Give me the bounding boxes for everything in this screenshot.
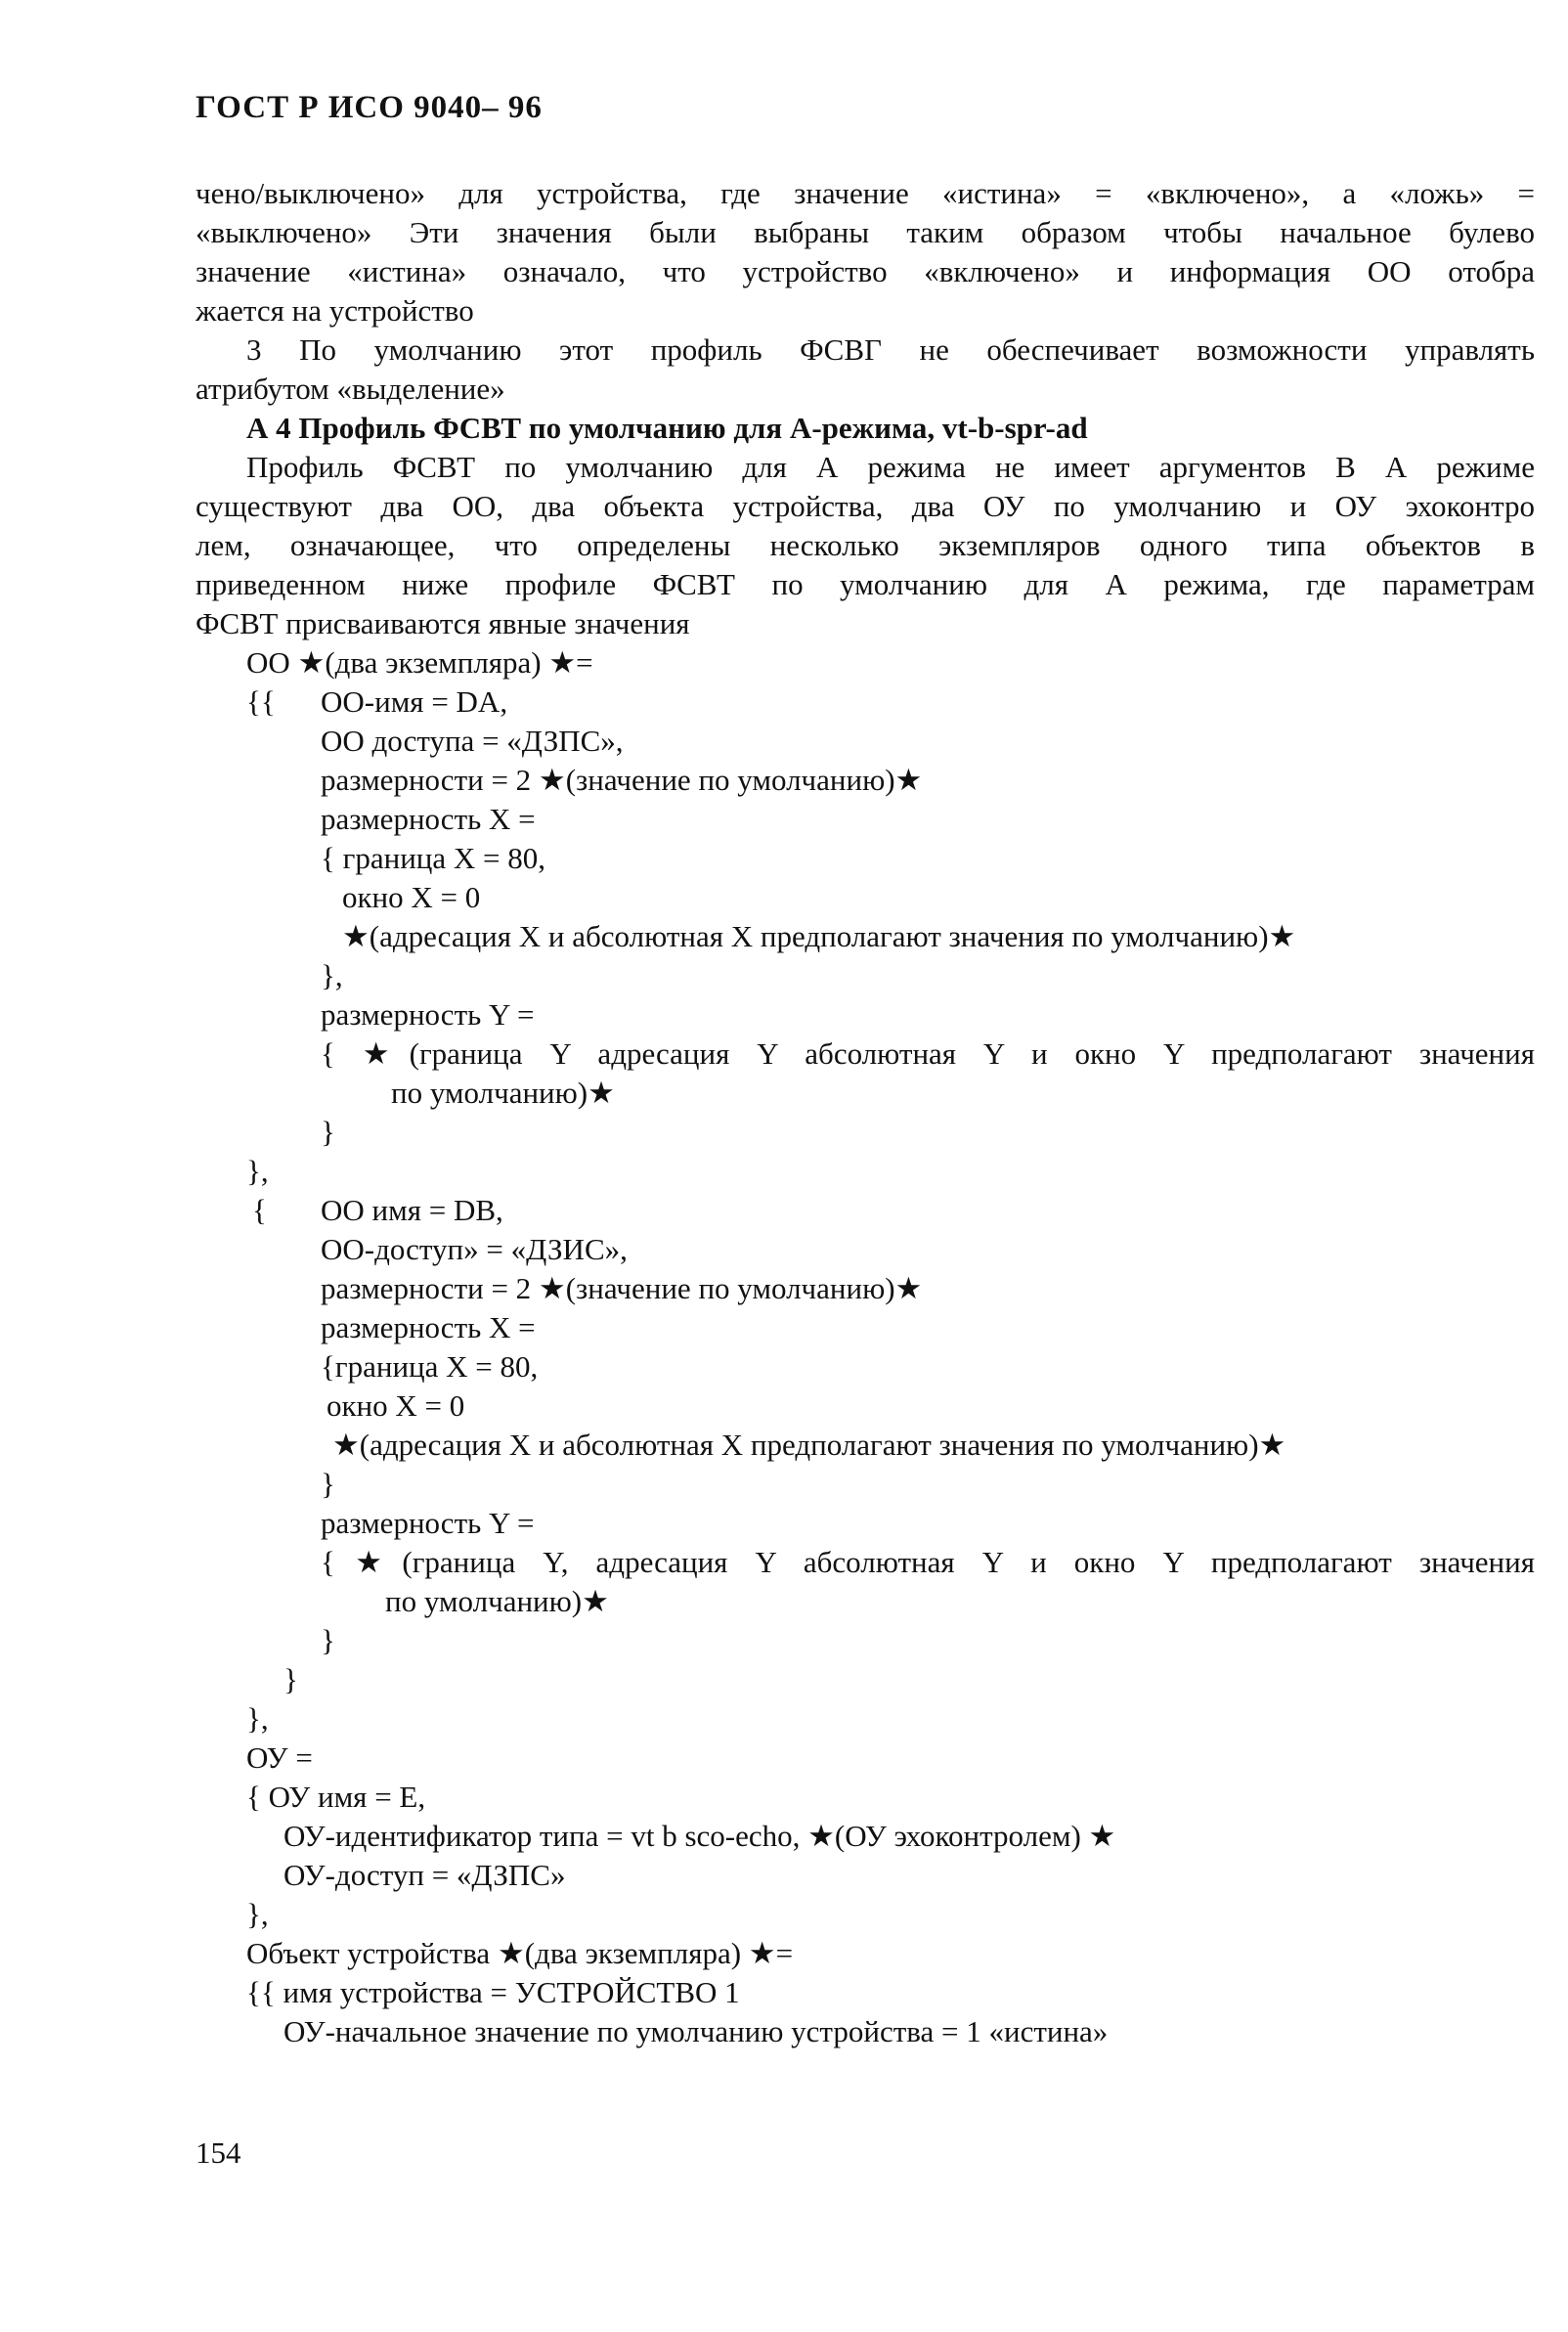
text-line: размерность Y = bbox=[321, 997, 535, 1032]
text-line: ОУ-идентификатор типа = vt b sco-echo, ★(ОУ эхоконтролем) ★ bbox=[283, 1819, 1116, 1853]
text-line: ★(адресация X и абсолютная X предполагают значения по умолчанию)★ bbox=[332, 1428, 1286, 1462]
text-line: ОУ = bbox=[246, 1740, 313, 1775]
text-line: окно X = 0 bbox=[342, 880, 481, 914]
text-line: окно X = 0 bbox=[327, 1388, 465, 1423]
text-line: ОО-имя = DA, bbox=[321, 684, 508, 719]
text-line: 3 По умолчанию этот профиль ФСВГ не обеспечивает возможности управлять bbox=[246, 332, 1535, 367]
text-line: размерность Y = bbox=[321, 1506, 535, 1540]
text-line: приведенном ниже профиле ФСВТ по умолчанию для А режима, где параметрам bbox=[196, 567, 1535, 601]
text-line: ОО ★(два экземпляра) ★= bbox=[246, 645, 593, 680]
text-line: { ОУ имя = E, bbox=[246, 1780, 426, 1814]
document-header: ГОСТ Р ИСО 9040– 96 bbox=[196, 90, 543, 125]
text-line: {{ имя устройства = УСТРОЙСТВО 1 bbox=[246, 1975, 740, 2009]
text-line: размерности = 2 ★(значение по умолчанию)★ bbox=[321, 763, 923, 797]
text-line: «выключено» Эти значения были выбраны таким образом чтобы начальное булево bbox=[196, 215, 1535, 249]
text-line: значение «истина» означало, что устройство «включено» и информация ОО отобра bbox=[196, 254, 1535, 288]
text-line: ОО-доступ» = «ДЗИС», bbox=[321, 1232, 628, 1266]
text-line: {★(граница Y, адресация Y абсолютная Y и окно Y предполагают значения bbox=[321, 1545, 1535, 1579]
text-line: } bbox=[321, 1623, 335, 1657]
text-line: ОО имя = DB, bbox=[321, 1193, 503, 1227]
text-line: размерность X = bbox=[321, 802, 536, 836]
text-line: { граница X = 80, bbox=[321, 841, 546, 875]
text-line: } bbox=[321, 1115, 335, 1149]
text-line: {граница X = 80, bbox=[321, 1349, 539, 1384]
text-line: ФСВТ присваиваются явные значения bbox=[196, 606, 690, 640]
text-line: ОУ-доступ = «ДЗПС» bbox=[283, 1858, 566, 1892]
text-line: { ★(граница Y адресация Y абсолютная Y и окно Y предполагают значения bbox=[321, 1036, 1535, 1071]
text-line: {{ bbox=[246, 684, 276, 719]
text-line: }, bbox=[246, 1701, 269, 1736]
text-line: размерность X = bbox=[321, 1310, 536, 1344]
text-line: { bbox=[252, 1193, 267, 1227]
text-line: }, bbox=[246, 1897, 269, 1931]
text-line: чено/выключено» для устройства, где значение «истина» = «включено», а «ложь» = bbox=[196, 176, 1535, 210]
text-line: }, bbox=[321, 958, 343, 992]
page-number: 154 bbox=[196, 2135, 241, 2170]
text-line: существуют два ОО, два объекта устройства, два ОУ по умолчанию и ОУ эхоконтро bbox=[196, 489, 1535, 523]
text-line: }, bbox=[246, 1154, 269, 1188]
text-line: Профиль ФСВТ по умолчанию для А режима не имеет аргументов В А режиме bbox=[246, 450, 1535, 484]
text-line: } bbox=[283, 1662, 298, 1696]
text-line: жается на устройство bbox=[196, 293, 474, 328]
text-line: ★(адресация X и абсолютная X предполагают значения по умолчанию)★ bbox=[342, 919, 1296, 953]
text-line: } bbox=[321, 1467, 335, 1501]
text-line: лем, означающее, что определены несколько экземпляров одного типа объектов в bbox=[196, 528, 1535, 562]
text-line: атрибутом «выделение» bbox=[196, 372, 505, 406]
text-line: А 4 Профиль ФСВТ по умолчанию для А-режима, vt-b-spr-ad bbox=[246, 411, 1088, 445]
text-line: ОО доступа = «ДЗПС», bbox=[321, 724, 624, 758]
text-line: Объект устройства ★(два экземпляра) ★= bbox=[246, 1936, 794, 1970]
text-line: размерности = 2 ★(значение по умолчанию)★ bbox=[321, 1271, 923, 1305]
text-line: ОУ-начальное значение по умолчанию устройства = 1 «истина» bbox=[283, 2014, 1109, 2048]
text-line: по умолчанию)★ bbox=[391, 1076, 615, 1110]
text-line: по умолчанию)★ bbox=[385, 1584, 609, 1618]
